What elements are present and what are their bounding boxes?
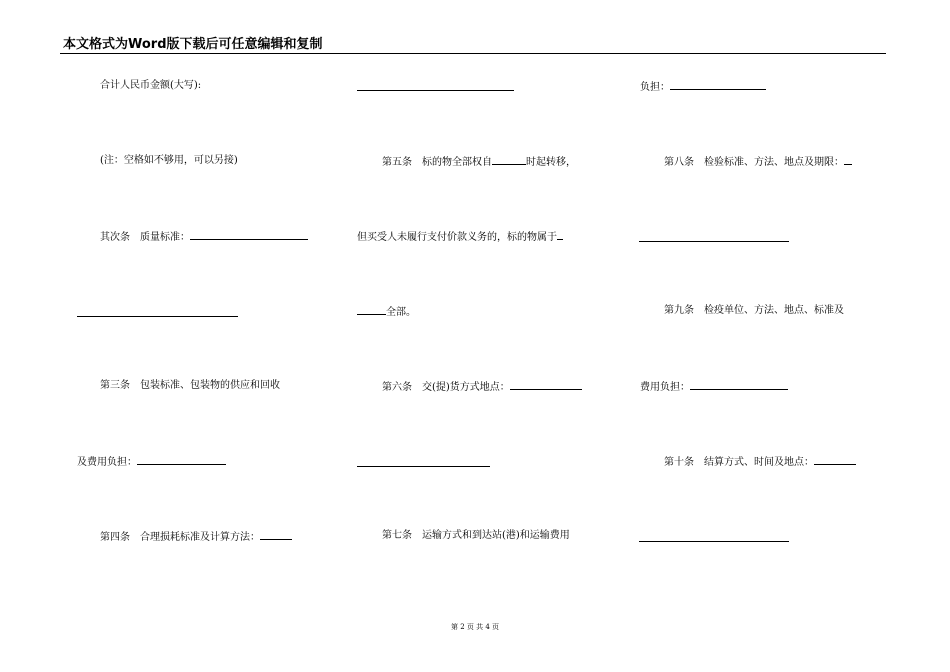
article-5-transfer (382, 155, 576, 169)
transfer-time-blank[interactable] (492, 155, 526, 165)
total-amount-blank[interactable] (357, 90, 514, 91)
article-2-quality (100, 230, 308, 244)
article-5-label: 第五条 标的物全部权自 (382, 157, 492, 168)
quality-blank[interactable] (190, 230, 308, 240)
article-2-label: 其次条 质量标准： (100, 232, 190, 243)
article-5-condition-label: 但买受人未履行支付价款义务的，标的物属于 (357, 232, 557, 243)
article-5-condition (357, 230, 563, 244)
article-5-ownership (357, 305, 416, 319)
burden-label: 负担： (640, 82, 670, 93)
page-number: 第 2 页 共 4 页 (450, 623, 500, 631)
article-8-label: 第八条 检验标准、方法、地点及期限： (664, 157, 844, 168)
article-3-cost (77, 455, 226, 469)
article-5-ownership-label: 全部。 (386, 307, 416, 318)
burden-line (640, 80, 766, 94)
article-6-label: 第六条 交(提)货方式地点： (382, 382, 510, 393)
article-3-packaging: 第三条 包装标准、包装物的供应和回收 (100, 380, 280, 391)
loss-standard-blank[interactable] (260, 530, 292, 540)
header-divider (60, 53, 886, 54)
delivery-place-blank[interactable] (510, 380, 582, 390)
document-header-title: 本文格式为Word版下载后可任意编辑和复制 (63, 37, 323, 52)
article-5-label-end: 时起转移， (526, 157, 576, 168)
article-6-delivery (382, 380, 582, 394)
total-rmb-label: 合计人民币金额(大写): (100, 80, 202, 91)
owner-blank-cont[interactable] (357, 305, 386, 315)
article-10-label: 第十条 结算方式、时间及地点： (664, 457, 814, 468)
article-2-continuation-blank[interactable] (77, 316, 238, 317)
burden-blank[interactable] (670, 80, 766, 90)
article-10-settlement (664, 455, 856, 469)
article-3-cost-label: 及费用负担： (77, 457, 137, 468)
article-4-loss (100, 530, 292, 544)
article-9-quarantine: 第九条 检疫单位、方法、地点、标准及 (664, 305, 844, 316)
article-9-cost (640, 380, 788, 394)
delivery-place-continuation-blank[interactable] (357, 466, 490, 467)
article-8-inspection (664, 155, 852, 169)
note-text: (注：空格如不够用，可以另接) (100, 155, 238, 166)
article-7-transport: 第七条 运输方式和到达站(港)和运输费用 (382, 530, 570, 541)
article-4-label: 第四条 合理损耗标准及计算方法： (100, 532, 260, 543)
inspection-blank[interactable] (844, 155, 852, 165)
settlement-blank[interactable] (814, 455, 856, 465)
quarantine-cost-blank[interactable] (690, 380, 788, 390)
inspection-continuation-blank[interactable] (639, 241, 789, 242)
owner-blank[interactable] (557, 230, 563, 240)
settlement-continuation-blank[interactable] (639, 541, 789, 542)
packaging-cost-blank[interactable] (137, 455, 226, 465)
article-9-cost-label: 费用负担： (640, 382, 690, 393)
